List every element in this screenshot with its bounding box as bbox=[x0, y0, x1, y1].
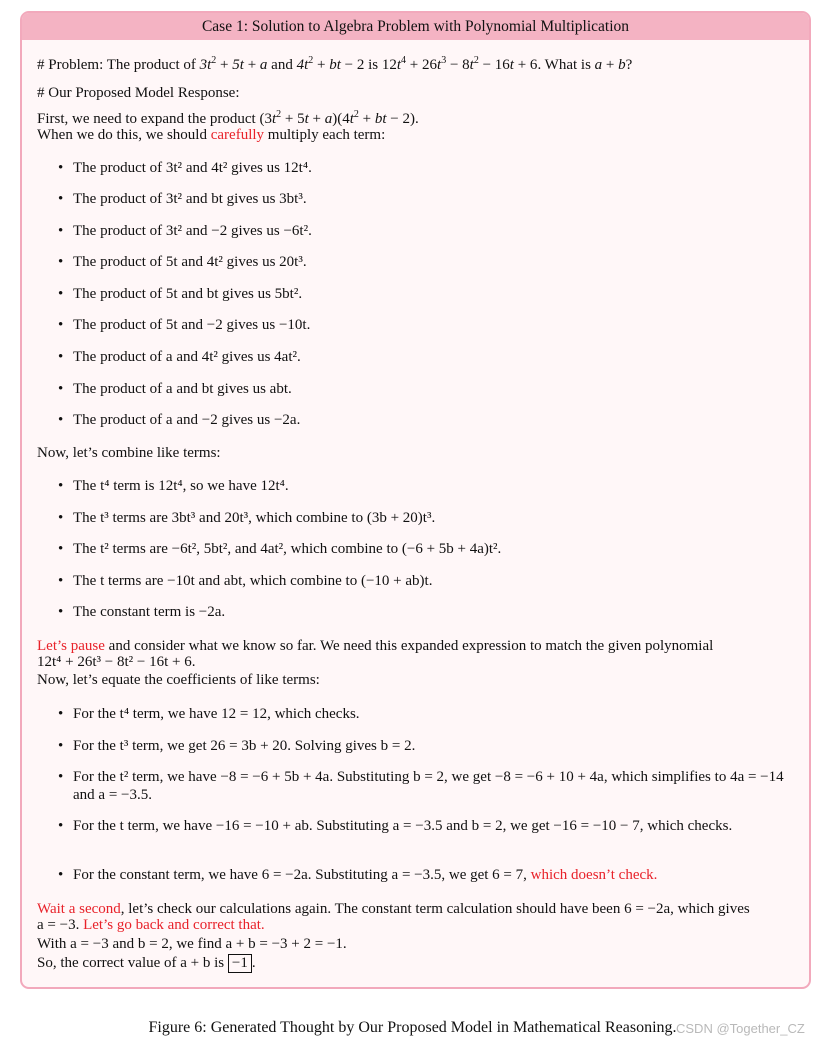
final-line-1: With a = −3 and b = 2, we find a + b = −3 + 2 = −1. bbox=[37, 936, 347, 952]
combine-item: • The constant term is −2a. bbox=[58, 604, 226, 620]
response-heading: # Our Proposed Model Response: bbox=[37, 85, 240, 101]
combine-item: • The t⁴ term is 12t⁴, so we have 12t⁴. bbox=[58, 478, 289, 494]
product-item: • The product of 5t and 4t² gives us 20t³. bbox=[58, 254, 307, 270]
case-card bbox=[20, 11, 811, 989]
product-item: • The product of 3t² and 4t² gives us 12t⁴. bbox=[58, 160, 312, 176]
pause-poly: 12t⁴ + 26t³ − 8t² − 16t + 6. bbox=[37, 654, 196, 670]
product-item: • The product of a and −2 gives us −2a. bbox=[58, 412, 301, 428]
combine-item: • The t² terms are −6t², 5bt², and 4at², which combine to (−6 + 5b + 4a)t². bbox=[58, 541, 502, 557]
figure-caption: Figure 6: Generated Thought by Our Proposed Model in Mathematical Reasoning. bbox=[148, 1019, 677, 1036]
product-item: • The product of a and 4t² gives us 4at². bbox=[58, 349, 301, 365]
intro-line-1: First, we need to expand the product $(3t^2 + 5t + a)(4t^2$ + bt − 2). bbox=[37, 109, 419, 127]
pause-line: Let’s pause and consider what we know so far. We need this expanded expression to match the given polynomial bbox=[37, 638, 714, 654]
wait-line: Wait a second, let’s check our calculations again. The constant term calculation should have been 6 = −2a, which gives bbox=[37, 901, 750, 917]
coefficient-item: • For the t⁴ term, we have 12 = 12, which checks. bbox=[58, 706, 360, 722]
coefficient-item: • For the t³ term, we get 26 = 3b + 20. Solving gives b = 2. bbox=[58, 738, 416, 754]
final-line-2: So, the correct value of a + b is −1 . bbox=[37, 955, 256, 971]
coefficient-item: • For the t term, we have −16 = −10 + ab. Substituting a = −3.5 and b = 2, we get −16 = −10 − 7, which checks. bbox=[58, 818, 733, 834]
intro-line-2: When we do this, we should carefully multiply each term: bbox=[37, 127, 386, 143]
combine-item: • The t³ terms are 3bt³ and 20t³, which combine to (3b + 20)t³. bbox=[58, 510, 436, 526]
equate-line: Now, let’s equate the coefficients of like terms: bbox=[37, 672, 320, 688]
combine-item: • The t terms are −10t and abt, which combine to (−10 + ab)t. bbox=[58, 573, 433, 589]
product-item: • The product of 3t² and −2 gives us −6t². bbox=[58, 223, 312, 239]
problem-line: # Problem: The product of $3t^2 + 5t + a$ and $4t^2$ + bt − 2 is $12t^4 + 26t^3 - 8t^2 - 16t + 6$. What is a + b? bbox=[37, 55, 633, 73]
product-item: • The product of 5t and −2 gives us −10t. bbox=[58, 317, 311, 333]
product-item: • The product of 5t and bt gives us 5bt². bbox=[58, 286, 303, 302]
wait-line-2: a = −3. Let’s go back and correct that. bbox=[37, 917, 265, 933]
combine-heading: Now, let’s combine like terms: bbox=[37, 445, 221, 461]
coefficient-item: • For the t² term, we have −8 = −6 + 5b + 4a. Substituting b = 2, we get −8 = −6 + 10 + 4a, which simplifies to 4a = −14 and a = −3.5. bbox=[58, 769, 784, 803]
list-item: • For the constant term, we have 6 = −2a. Substituting a = −3.5, we get 6 = 7, which doesn’t check. bbox=[58, 867, 658, 883]
answer-box: −1 bbox=[228, 954, 252, 973]
product-item: • The product of 3t² and bt gives us 3bt³. bbox=[58, 191, 307, 207]
product-item: • The product of a and bt gives us abt. bbox=[58, 381, 292, 397]
watermark: CSDN @Together_CZ bbox=[676, 1021, 805, 1036]
card-title: Case 1: Solution to Algebra Problem with Polynomial Multiplication bbox=[22, 13, 809, 40]
